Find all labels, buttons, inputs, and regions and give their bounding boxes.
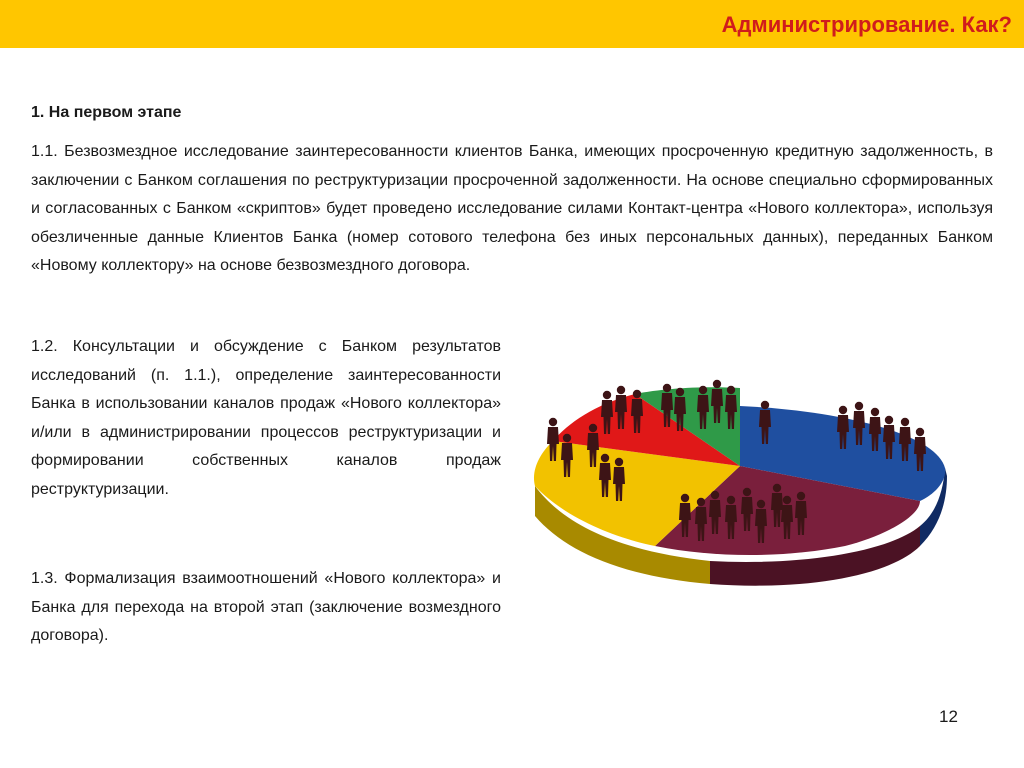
paragraph-1-3: 1.3. Формализация взаимоотношений «Нового коллектора» и Банка для перехода на второй этап (заключение возмездного договора).: [31, 570, 501, 645]
paragraph-1-1: 1.1. Безвозмездное исследование заинтересованности клиентов Банка, имеющих просроченную кредитную задолженность, в заключении с Банком соглашения по реструктуризации просроченной задолженности. На основе специально сформированных и согласованных с Банком «скриптов» будет проведено исследование силами Контакт-центра «Нового коллектора», используя обезличенные данные Клиентов Банка (номер сотового телефона без иных персональных данных), переданных Банком «Новому коллектору» на основе безвозмездного договора.: [31, 143, 993, 275]
header-bar: [0, 0, 1024, 48]
pie-chart-illustration: [525, 376, 955, 616]
pie-top: [534, 387, 945, 555]
slide-title: Администрирование. Как?: [721, 12, 1012, 37]
section-heading: 1. На первом этапе: [31, 104, 182, 121]
paragraph-1-2: 1.2. Консультации и обсуждение с Банком результатов исследований (п. 1.1.), определение заинтересованности Банка в использовании каналов продаж «Нового коллектора» и/или в администрировании процессов реструктуризации и формировании собственных каналов продаж реструктуризации.: [31, 338, 501, 498]
page-number: 12: [939, 707, 958, 726]
pie-chart-illustration-svg: [525, 376, 955, 616]
